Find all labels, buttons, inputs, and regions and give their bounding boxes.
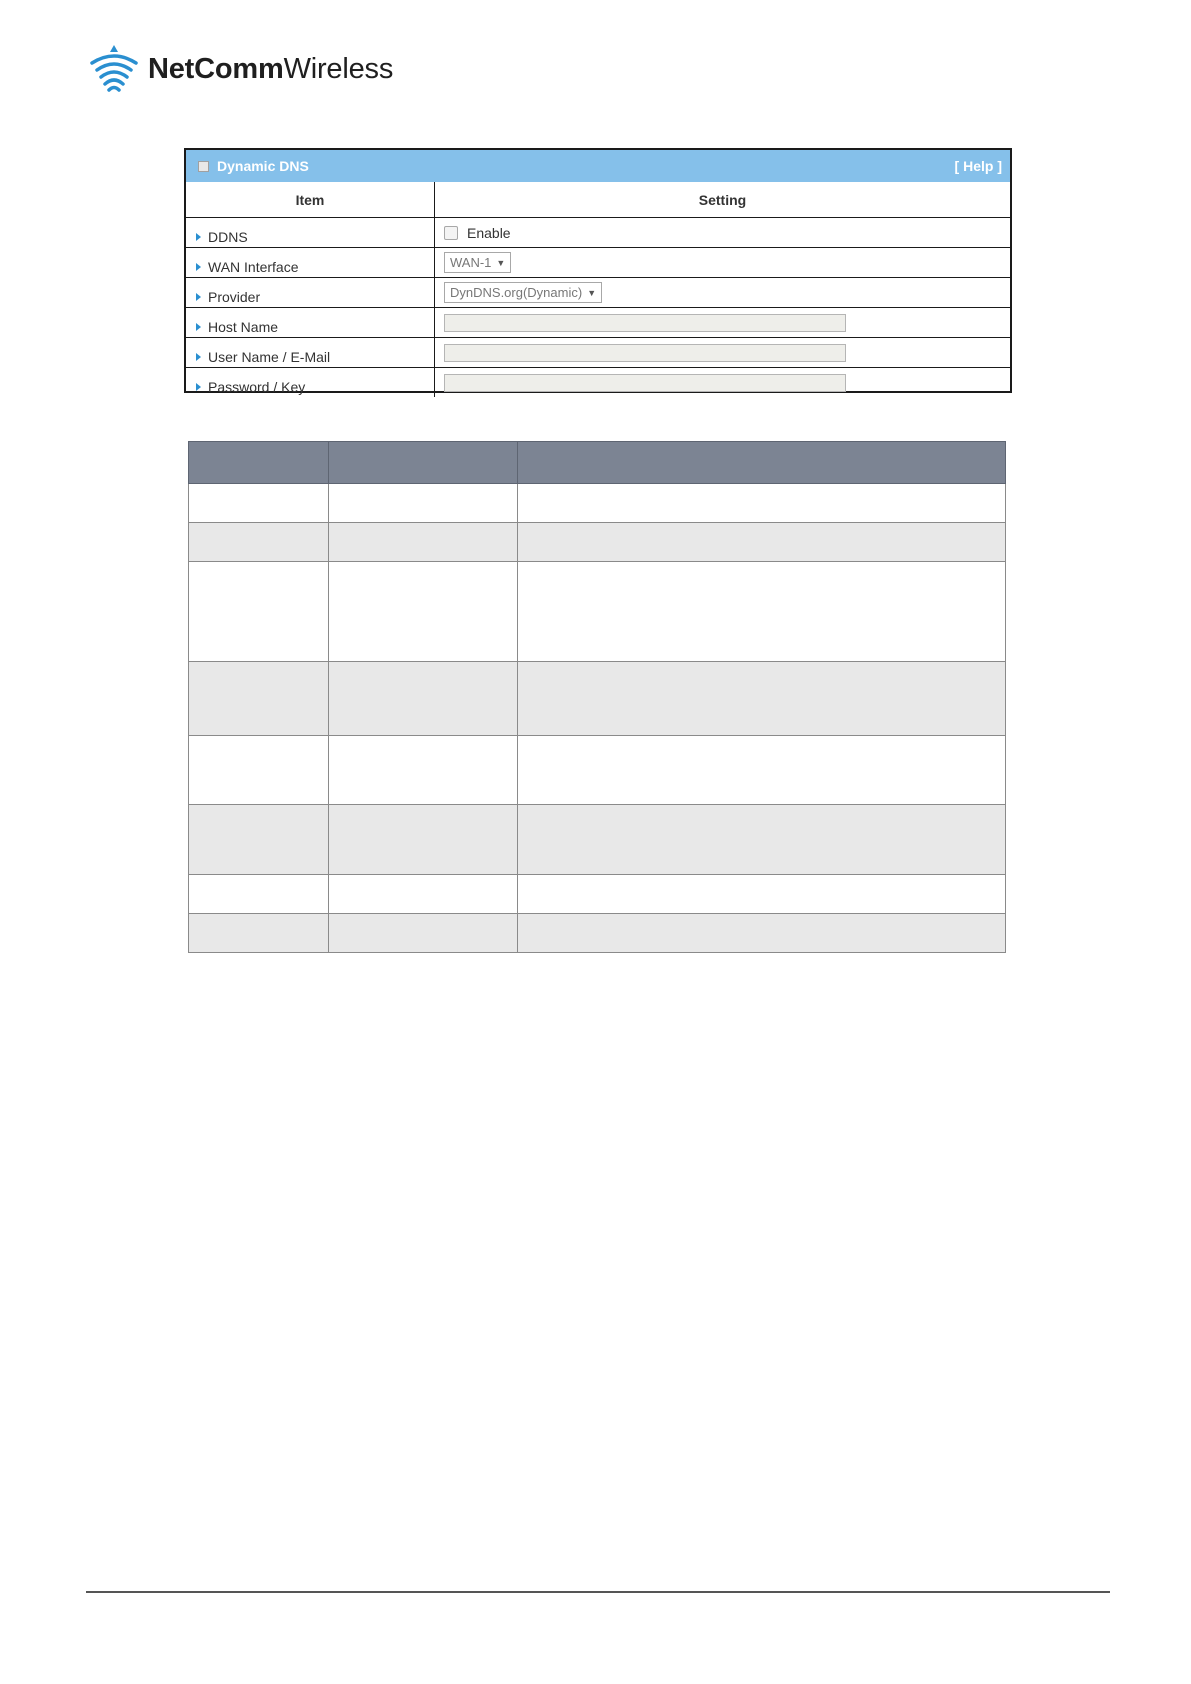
brand-name-bold: NetComm — [148, 52, 284, 85]
table-row — [189, 523, 1006, 562]
footer-divider — [86, 1591, 1110, 1593]
panel-square-icon — [198, 161, 209, 172]
wan-interface-value: WAN-1 — [450, 255, 492, 270]
table-row — [189, 875, 1006, 914]
table-row-password — [186, 368, 1010, 398]
dynamic-dns-panel — [184, 148, 1012, 393]
password-input[interactable] — [444, 374, 846, 392]
table-row — [189, 914, 1006, 953]
table-row-ddns — [186, 218, 1010, 248]
description-header-cell — [518, 442, 1006, 484]
row-label-ddns: DDNS — [208, 228, 248, 245]
description-table — [188, 441, 1006, 953]
bullet-arrow-icon — [196, 323, 201, 331]
row-label-wan-interface: WAN Interface — [208, 258, 299, 275]
table-row — [189, 662, 1006, 736]
host-name-input[interactable] — [444, 314, 846, 332]
table-header-row — [186, 182, 1010, 218]
row-label-password: Password / Key — [208, 378, 306, 395]
table-row-wan-interface — [186, 248, 1010, 278]
bullet-arrow-icon — [196, 293, 201, 301]
brand-name-light: Wireless — [283, 52, 394, 85]
wifi-signal-icon — [88, 45, 140, 93]
brand-name — [148, 53, 393, 86]
dynamic-dns-table — [186, 182, 1010, 397]
wan-interface-select[interactable] — [444, 252, 511, 273]
table-row-user-name — [186, 338, 1010, 368]
chevron-down-icon: ▼ — [496, 257, 506, 268]
description-header-cell — [329, 442, 518, 484]
provider-value: DynDNS.org(Dynamic) — [450, 285, 583, 300]
ddns-enable-checkbox[interactable] — [444, 226, 458, 240]
description-header-cell — [189, 442, 329, 484]
description-table-header — [189, 442, 1006, 484]
user-name-input[interactable] — [444, 344, 846, 362]
column-header-item: Item — [186, 182, 435, 218]
column-header-setting: Setting — [435, 182, 1011, 218]
provider-select[interactable] — [444, 282, 602, 303]
row-label-user-name: User Name / E-Mail — [208, 348, 331, 365]
table-row — [189, 805, 1006, 875]
panel-title-text: Dynamic DNS — [217, 158, 309, 174]
panel-header — [186, 150, 1010, 182]
netcomm-logo — [88, 44, 393, 94]
bullet-arrow-icon — [196, 353, 201, 361]
panel-title — [198, 158, 309, 174]
chevron-down-icon: ▼ — [587, 287, 597, 298]
bullet-arrow-icon — [196, 233, 201, 241]
row-label-provider: Provider — [208, 288, 261, 305]
row-label-host-name: Host Name — [208, 318, 279, 335]
ddns-enable-label: Enable — [467, 224, 511, 241]
table-row-provider — [186, 278, 1010, 308]
bullet-arrow-icon — [196, 263, 201, 271]
table-row — [189, 484, 1006, 523]
table-row — [189, 736, 1006, 805]
table-row-host-name — [186, 308, 1010, 338]
help-link[interactable]: [ Help ] — [954, 158, 1002, 174]
table-row — [189, 562, 1006, 662]
bullet-arrow-icon — [196, 383, 201, 391]
